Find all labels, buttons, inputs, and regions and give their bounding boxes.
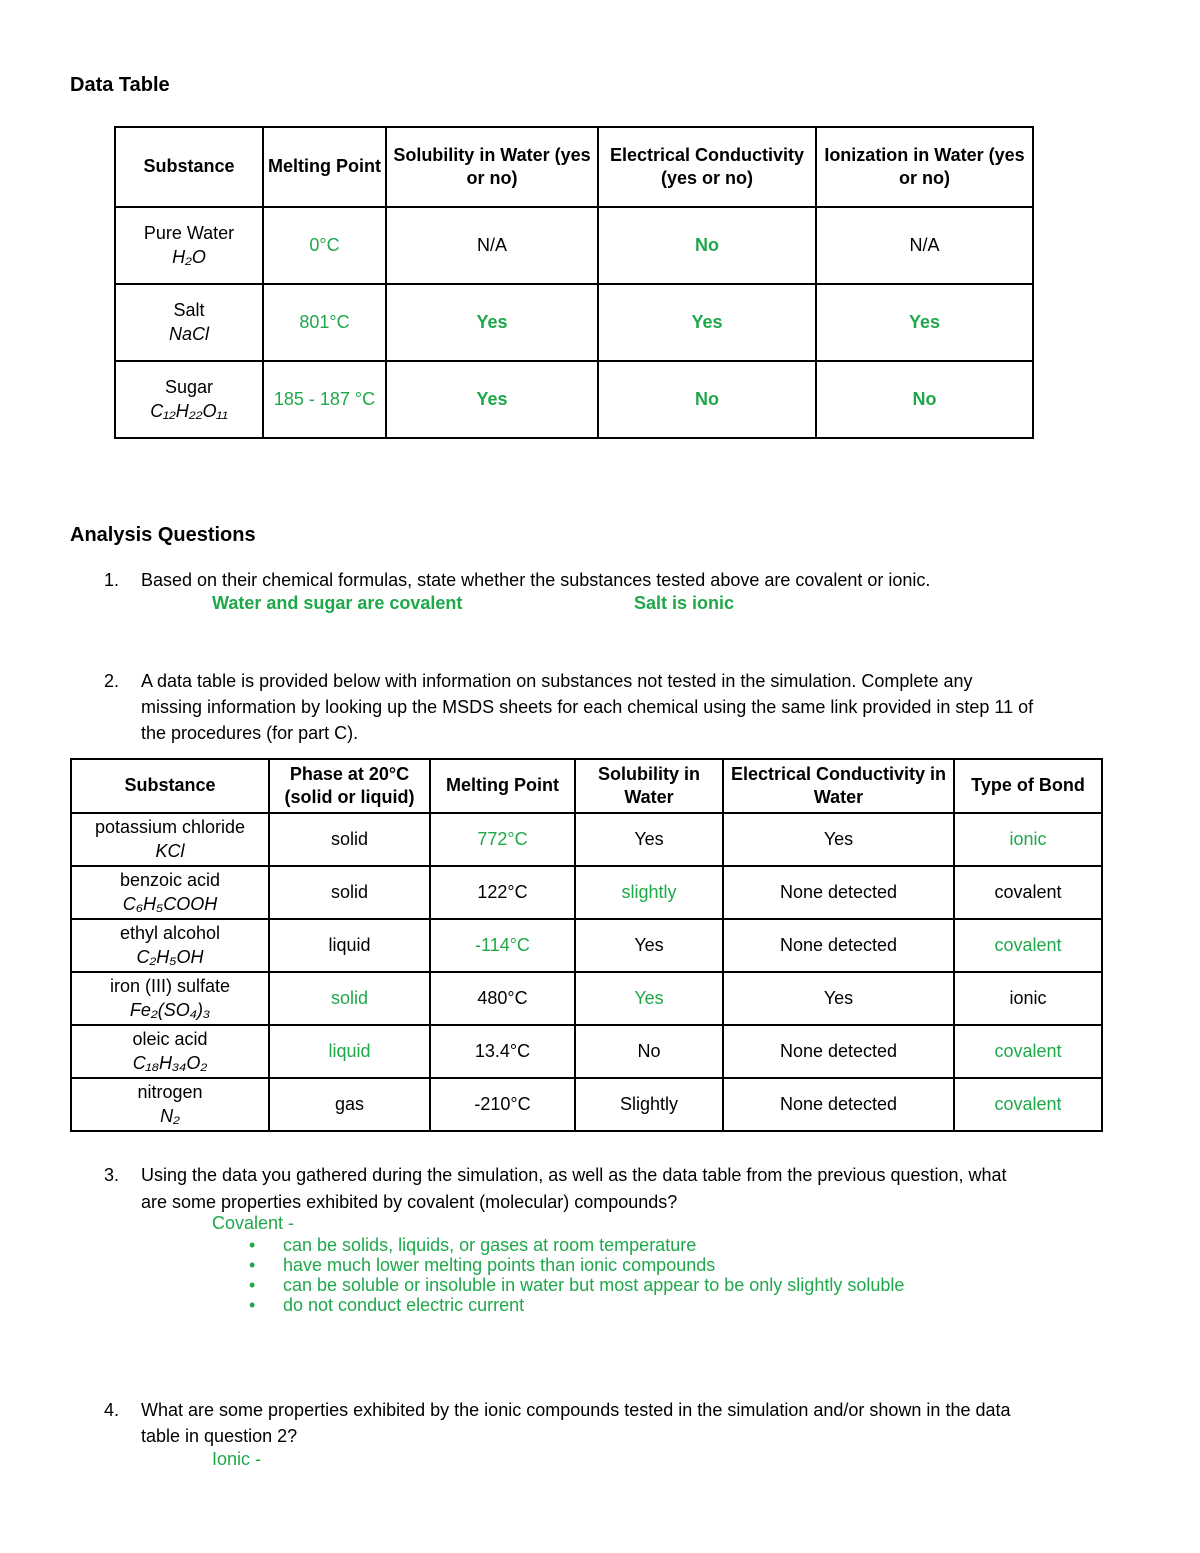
solubility-cell: Yes [386,284,598,361]
question-2-number: 2. [104,671,120,691]
substance-cell: Salt NaCl [115,284,263,361]
list-item: • can be soluble or insoluble in water but most appear to be only slightly soluble [249,1275,904,1295]
table-row [71,972,1102,1025]
substance-cell: nitrogen N₂ [71,1078,269,1131]
solubility-cell: Yes [575,972,723,1025]
col-header: Substance [115,127,263,207]
col-header: Solubility in Water [575,759,723,813]
data-table [114,126,1034,439]
phase-cell: solid [269,866,430,919]
phase-cell: liquid [269,1025,430,1078]
list-item: • do not conduct electric current [249,1295,904,1315]
solubility-cell: Slightly [575,1078,723,1131]
solubility-cell: Yes [575,813,723,866]
melting-cell: 13.4°C [430,1025,575,1078]
question-4-line-1: What are some properties exhibited by the ionic compounds tested in the simulation and/or shown in the data [141,1400,1011,1420]
bond-cell: covalent [954,919,1102,972]
solubility-cell: Yes [575,919,723,972]
table-row [115,361,1033,438]
question-4-number: 4. [104,1400,120,1420]
conductivity-cell: None detected [723,919,954,972]
melting-cell: -210°C [430,1078,575,1131]
table-header-row [71,759,1102,813]
ionization-cell: No [816,361,1033,438]
melting-cell: 185 - 187 °C [263,361,386,438]
question-3-line-1: Using the data you gathered during the simulation, as well as the data table from the previous question, what [141,1165,1007,1185]
question-1-number: 1. [104,570,120,590]
substances-table [70,758,1103,1132]
question-3-answer-label: Covalent - [212,1213,295,1233]
table-header-row [115,127,1033,207]
table-row [71,919,1102,972]
question-3-number: 3. [104,1165,120,1185]
question-2-line-3: the procedures (for part C). [141,723,359,743]
phase-cell: gas [269,1078,430,1131]
col-header: Ionization in Water (yes or no) [816,127,1033,207]
question-3-line-2: are some properties exhibited by covalent (molecular) compounds? [141,1192,678,1212]
melting-cell: -114°C [430,919,575,972]
conductivity-cell: Yes [598,284,816,361]
col-header: Melting Point [263,127,386,207]
question-4-answer-label: Ionic - [212,1449,262,1469]
conductivity-cell: None detected [723,1025,954,1078]
phase-cell: solid [269,972,430,1025]
conductivity-cell: No [598,361,816,438]
list-item: • can be solids, liquids, or gases at room temperature [249,1235,904,1255]
substance-cell: ethyl alcohol C₂H₅OH [71,919,269,972]
substance-cell: oleic acid C₁₈H₃₄O₂ [71,1025,269,1078]
phase-cell: solid [269,813,430,866]
question-2-line-1: A data table is provided below with information on substances not tested in the simulation. Complete any [141,671,973,691]
melting-cell: 122°C [430,866,575,919]
covalent-properties-list [249,1235,904,1315]
col-header: Electrical Conductivity (yes or no) [598,127,816,207]
melting-cell: 0°C [263,207,386,284]
solubility-cell: Yes [386,361,598,438]
conductivity-cell: Yes [723,813,954,866]
phase-cell: liquid [269,919,430,972]
ionization-cell: Yes [816,284,1033,361]
melting-cell: 801°C [263,284,386,361]
col-header: Substance [71,759,269,813]
question-2-line-2: missing information by looking up the MSDS sheets for each chemical using the same link provided in step 11 of [141,697,1034,717]
list-item: • have much lower melting points than ionic compounds [249,1255,904,1275]
substance-cell: Sugar C₁₂H₂₂O₁₁ [115,361,263,438]
bond-cell: covalent [954,1025,1102,1078]
table-row [71,813,1102,866]
question-4-line-2: table in question 2? [141,1426,298,1446]
table-row [115,207,1033,284]
table-row [71,866,1102,919]
col-header: Solubility in Water (yes or no) [386,127,598,207]
substance-cell: Pure Water H₂O [115,207,263,284]
question-1-answer-a: Water and sugar are covalent [212,593,463,613]
table-row [71,1025,1102,1078]
bond-cell: covalent [954,866,1102,919]
substance-cell: benzoic acid C₆H₅COOH [71,866,269,919]
col-header: Phase at 20°C (solid or liquid) [269,759,430,813]
melting-cell: 772°C [430,813,575,866]
col-header: Electrical Conductivity in Water [723,759,954,813]
data-table-heading: Data Table [70,74,170,96]
bond-cell: ionic [954,813,1102,866]
substance-cell: iron (III) sulfate Fe₂(SO₄)₃ [71,972,269,1025]
melting-cell: 480°C [430,972,575,1025]
bond-cell: covalent [954,1078,1102,1131]
col-header: Melting Point [430,759,575,813]
question-1-answer-b: Salt is ionic [634,593,735,613]
solubility-cell: slightly [575,866,723,919]
ionization-cell: N/A [816,207,1033,284]
conductivity-cell: No [598,207,816,284]
conductivity-cell: Yes [723,972,954,1025]
analysis-heading: Analysis Questions [70,524,256,546]
substance-cell: potassium chloride KCl [71,813,269,866]
solubility-cell: No [575,1025,723,1078]
bond-cell: ionic [954,972,1102,1025]
table-row [71,1078,1102,1131]
table-row [115,284,1033,361]
conductivity-cell: None detected [723,1078,954,1131]
question-1-text: Based on their chemical formulas, state whether the substances tested above are covalent or ionic. [141,570,931,590]
solubility-cell: N/A [386,207,598,284]
conductivity-cell: None detected [723,866,954,919]
col-header: Type of Bond [954,759,1102,813]
